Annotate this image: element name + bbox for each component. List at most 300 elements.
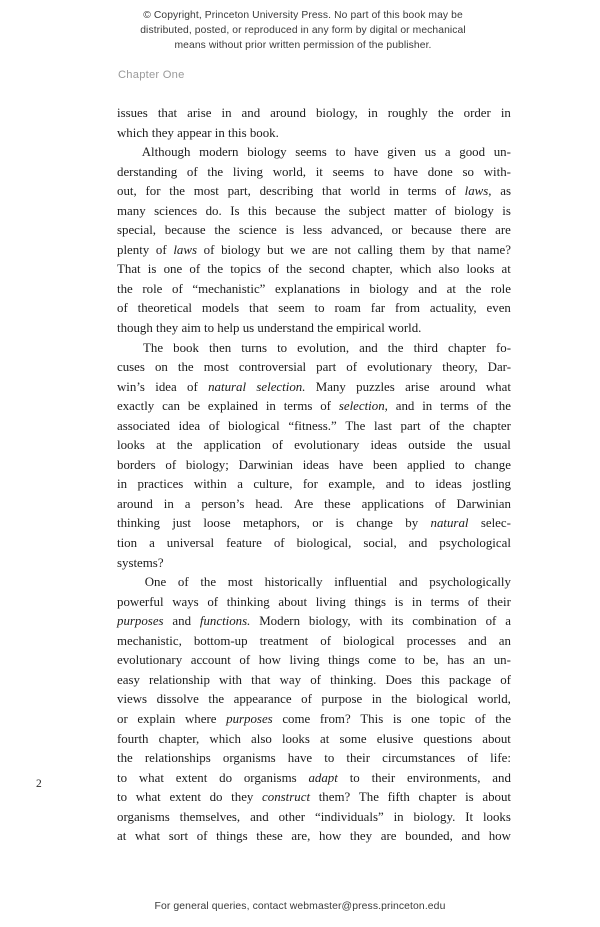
word: in <box>422 399 433 414</box>
word: The <box>345 418 366 433</box>
word: with <box>219 672 242 687</box>
word: has <box>447 653 465 668</box>
word: explanations <box>275 281 341 296</box>
word: in <box>117 477 128 492</box>
word: terms <box>283 399 313 414</box>
word: of <box>476 399 488 414</box>
footer-general-queries: For general queries, contact webmaster@press.princeton.edu <box>154 901 446 912</box>
word: even <box>486 301 511 316</box>
word: Although <box>141 145 191 160</box>
word: its <box>391 614 404 629</box>
word: of <box>203 242 215 257</box>
word: easy <box>117 672 140 687</box>
word: chapter <box>473 418 511 433</box>
text-line <box>117 651 511 671</box>
word: One <box>144 575 167 590</box>
word: models <box>201 301 240 316</box>
word: relationship <box>149 672 210 687</box>
text-line <box>117 104 511 124</box>
word: Darwinian <box>456 496 511 511</box>
word: it <box>315 164 323 179</box>
word: advanced, <box>330 223 383 238</box>
word: example, <box>328 477 376 492</box>
word: there <box>460 223 487 238</box>
word: the <box>465 281 482 296</box>
word: evolutionary <box>294 438 360 453</box>
word: that <box>322 184 342 199</box>
word: an <box>472 653 486 668</box>
word: have <box>338 457 364 472</box>
word: un- <box>493 145 511 160</box>
word: of <box>429 418 440 433</box>
word: so <box>462 164 474 179</box>
word: special, <box>117 223 157 238</box>
word: within <box>193 477 227 492</box>
word: un- <box>493 653 511 668</box>
word: arise <box>405 379 430 394</box>
word: exactly <box>117 399 155 414</box>
word: and <box>250 809 269 824</box>
word: of <box>310 672 321 687</box>
word: is <box>392 711 402 726</box>
word: puzzles <box>356 379 395 394</box>
word: role <box>142 281 163 296</box>
word: the <box>448 418 465 433</box>
word: about <box>482 790 511 805</box>
word: the <box>169 184 185 199</box>
word: though <box>117 321 157 336</box>
word: other <box>278 809 306 824</box>
word: do <box>209 790 223 805</box>
word: a <box>444 145 451 160</box>
word: theoretical <box>137 301 193 316</box>
word: the <box>387 340 404 355</box>
word: calling <box>357 242 393 257</box>
word: purposes <box>117 614 164 629</box>
text-line <box>117 182 511 202</box>
text-line <box>117 163 511 183</box>
word: can <box>162 399 180 414</box>
word: of <box>273 536 285 551</box>
paragraph-indent <box>117 143 133 163</box>
copyright-line-1: © Copyright, Princeton University Press. No part of this book may be <box>143 10 463 21</box>
word: is <box>394 594 404 609</box>
copyright-line-2: distributed, posted, or reproduced in any form by digital or mechanical <box>140 25 466 37</box>
word: to <box>314 301 325 316</box>
word: less <box>302 223 323 238</box>
word: just <box>172 516 191 531</box>
word: biology <box>247 145 287 160</box>
word: fifth <box>387 790 410 805</box>
word: biological, <box>296 536 352 551</box>
word: is <box>465 790 474 805</box>
word: extent <box>169 790 201 805</box>
word: how <box>258 653 281 668</box>
word: environments, <box>407 770 481 785</box>
word: world <box>350 184 381 199</box>
word: their <box>487 594 511 609</box>
text-line <box>117 397 511 417</box>
word: book. <box>249 125 279 140</box>
word: change <box>356 516 393 531</box>
paragraph <box>117 104 511 143</box>
word: of <box>445 184 456 199</box>
word: and <box>241 106 261 120</box>
word: to <box>277 340 288 355</box>
word: biology <box>454 203 494 218</box>
word: purpose <box>321 692 363 707</box>
word: practices <box>137 477 184 492</box>
word: biology. <box>413 809 456 824</box>
word: be, <box>423 653 439 668</box>
word: to <box>373 164 384 179</box>
copyright-notice <box>112 8 494 54</box>
word: also <box>251 731 272 746</box>
word: how <box>319 829 342 844</box>
text-line <box>117 319 511 339</box>
word: at <box>117 829 127 844</box>
word: purposes <box>226 711 273 726</box>
word: at <box>320 731 330 746</box>
word: “mechanistic” <box>192 281 266 296</box>
word: and <box>395 399 415 414</box>
word: that <box>248 301 269 316</box>
word: of <box>155 242 167 257</box>
word: the <box>317 321 337 336</box>
word: biological <box>416 692 469 707</box>
word: about <box>278 594 308 609</box>
word: in <box>393 809 404 824</box>
word: ideas <box>370 438 397 453</box>
word: treatment <box>259 633 309 648</box>
word: a <box>505 614 511 629</box>
word: what <box>135 790 161 805</box>
word: bounded, <box>405 829 453 844</box>
word: turns <box>241 340 268 355</box>
word: help <box>217 321 243 336</box>
word: thinking. <box>330 672 377 687</box>
word: name? <box>477 242 511 257</box>
word: “fitness.” <box>288 418 337 433</box>
word: influential <box>334 575 388 590</box>
word: their <box>346 751 371 766</box>
word: processes <box>406 633 457 648</box>
word: we <box>290 242 306 257</box>
word: of <box>177 575 189 590</box>
word: functions. <box>199 614 251 629</box>
word: to <box>335 145 346 160</box>
word: of <box>186 164 198 179</box>
paragraph-indent <box>117 339 133 359</box>
word: many <box>117 203 146 218</box>
word: in <box>214 125 228 140</box>
word: package <box>448 672 492 687</box>
word: for <box>302 477 318 492</box>
word: on <box>154 360 168 375</box>
word: are <box>495 223 511 238</box>
word: things <box>216 829 248 844</box>
word: applied <box>407 457 445 472</box>
word: the <box>117 281 133 296</box>
word: and <box>408 536 428 551</box>
text-line <box>117 788 511 808</box>
text-line <box>117 456 511 476</box>
word: of <box>320 633 332 648</box>
word: of <box>434 496 446 511</box>
word: fo- <box>495 340 511 355</box>
body-text-column <box>117 104 511 847</box>
word: and <box>385 477 405 492</box>
word: views <box>117 692 148 707</box>
text-line <box>117 241 511 261</box>
word: at <box>156 438 166 453</box>
word: selection. <box>256 379 306 394</box>
word: they <box>349 829 373 844</box>
word: fourth <box>117 731 149 746</box>
word: far <box>370 301 386 316</box>
word: Darwinian <box>238 457 293 472</box>
word: Modern <box>259 614 301 629</box>
word: It <box>465 809 474 824</box>
text-line <box>117 593 511 613</box>
text-line <box>117 554 511 574</box>
word: around <box>270 106 306 120</box>
paragraph <box>117 143 511 338</box>
word: the <box>495 711 511 726</box>
word: person’s <box>201 496 245 511</box>
word: biology; <box>185 457 229 472</box>
word: natural <box>208 379 247 394</box>
word: by <box>431 242 445 257</box>
text-line <box>117 612 511 632</box>
word: in <box>265 399 276 414</box>
text-line <box>117 769 511 789</box>
word: combination <box>412 614 477 629</box>
word: role <box>490 281 511 296</box>
word: of <box>485 614 497 629</box>
word: do <box>219 770 233 785</box>
word: circumstances <box>382 751 456 766</box>
text-line <box>117 827 511 847</box>
word: then <box>208 340 232 355</box>
word: cuses <box>117 360 145 375</box>
word: metaphors, <box>242 516 300 531</box>
word: the <box>456 438 473 453</box>
word: culture, <box>253 477 293 492</box>
word: chapter, <box>352 262 393 277</box>
word: world, <box>272 164 306 179</box>
word: terms <box>440 399 469 414</box>
word: living <box>289 653 320 668</box>
word: to <box>349 770 360 785</box>
text-line <box>117 730 511 750</box>
word: Many <box>315 379 346 394</box>
word: they <box>231 790 254 805</box>
word: in <box>163 496 174 511</box>
word: describing <box>259 184 314 199</box>
word: do. <box>205 203 222 218</box>
word: issues <box>117 106 148 120</box>
word: systems? <box>117 555 164 570</box>
word: second <box>309 262 345 277</box>
text-line <box>117 749 511 769</box>
word: around <box>439 379 476 394</box>
word: outside <box>408 438 446 453</box>
word: to <box>117 790 128 805</box>
word: life: <box>490 751 511 766</box>
word: part <box>400 418 421 433</box>
word: but <box>267 242 284 257</box>
word: to <box>404 653 415 668</box>
word: because <box>164 223 206 238</box>
word: them <box>399 242 426 257</box>
text-line <box>117 808 511 828</box>
word: idea <box>155 379 177 394</box>
word: biology, <box>315 106 358 120</box>
text-line <box>117 358 511 378</box>
word: given <box>387 145 416 160</box>
word: of <box>320 399 331 414</box>
word: “individuals” <box>314 809 384 824</box>
word: part <box>316 360 337 375</box>
word: dissolve <box>156 692 199 707</box>
word: and <box>398 575 418 590</box>
word: and <box>359 340 378 355</box>
word: order <box>463 106 491 120</box>
word: the <box>200 575 217 590</box>
word: derstanding <box>117 164 178 179</box>
word: most <box>203 360 229 375</box>
word: that <box>157 106 178 120</box>
word: evolutionary <box>117 653 183 668</box>
word: usual <box>483 438 511 453</box>
word: extent <box>175 770 208 785</box>
word: of <box>500 672 511 687</box>
word: terms <box>407 184 437 199</box>
text-line <box>117 573 511 593</box>
word: an <box>498 633 511 648</box>
word: Does <box>385 672 412 687</box>
word: empirical <box>336 321 389 336</box>
word: The <box>143 340 164 355</box>
word: what <box>134 829 161 844</box>
word: tion <box>117 536 138 551</box>
word: are, <box>291 829 311 844</box>
word: elusive <box>376 731 414 746</box>
word: one <box>411 711 430 726</box>
word: of <box>435 203 446 218</box>
text-line <box>117 671 511 691</box>
text-line <box>117 299 511 319</box>
word: topics <box>230 262 262 277</box>
word: because <box>411 223 452 238</box>
word: in <box>388 184 399 199</box>
word: in <box>411 594 422 609</box>
word: some <box>339 731 367 746</box>
text-line <box>117 202 511 222</box>
word: and <box>172 614 192 629</box>
word: historically <box>264 575 323 590</box>
word: explained <box>207 399 258 414</box>
word: about <box>482 731 511 746</box>
word: for <box>145 184 161 199</box>
word: that <box>251 672 271 687</box>
word: them? <box>318 790 351 805</box>
text-line <box>117 436 511 456</box>
word: science <box>238 223 277 238</box>
word: is <box>147 262 157 277</box>
word: biological <box>343 633 395 648</box>
word: biology, <box>308 614 351 629</box>
word: psychologically <box>429 575 511 590</box>
word: is <box>285 223 295 238</box>
word: powerful <box>117 594 164 609</box>
word: or <box>117 711 128 726</box>
word: the <box>495 399 511 414</box>
word: chapter <box>418 790 457 805</box>
word: bottom-up <box>193 633 248 648</box>
word: these <box>324 496 351 511</box>
word: theory, <box>442 360 478 375</box>
text-line <box>117 632 511 652</box>
word: as <box>500 184 511 199</box>
word: is <box>335 516 344 531</box>
word: been <box>372 457 398 472</box>
word: us <box>242 321 258 336</box>
word: looks <box>482 809 511 824</box>
word: by <box>405 516 419 531</box>
word: controversial <box>238 360 307 375</box>
text-line <box>117 710 511 730</box>
word: associated <box>117 418 170 433</box>
word: evolution, <box>297 340 350 355</box>
word: construct <box>262 790 311 805</box>
word: with- <box>483 164 511 179</box>
word: to <box>414 477 425 492</box>
word: of <box>196 829 208 844</box>
word: are <box>380 829 397 844</box>
word: not <box>334 242 351 257</box>
word: explain <box>137 711 176 726</box>
word: in <box>367 106 378 120</box>
word: actuality, <box>429 301 477 316</box>
word: Dar- <box>487 360 511 375</box>
word: ways <box>172 594 199 609</box>
word: matter <box>393 203 427 218</box>
word: they <box>156 321 182 336</box>
word: laws, <box>464 184 492 199</box>
word: of <box>165 457 177 472</box>
word: selection, <box>338 399 388 414</box>
word: the <box>286 262 302 277</box>
word: applications <box>361 496 424 511</box>
word: sciences <box>154 203 198 218</box>
word: chapter, <box>158 731 200 746</box>
word: of <box>207 594 219 609</box>
word: of <box>301 692 312 707</box>
word: the <box>117 751 133 766</box>
word: the <box>214 223 231 238</box>
word: of <box>239 653 251 668</box>
text-line <box>117 378 511 398</box>
word: things <box>328 653 360 668</box>
word: terms <box>430 594 460 609</box>
word: questions <box>423 731 473 746</box>
word: psychological <box>439 536 511 551</box>
word: to <box>324 751 335 766</box>
word: subject <box>348 203 386 218</box>
word: what <box>138 770 164 785</box>
